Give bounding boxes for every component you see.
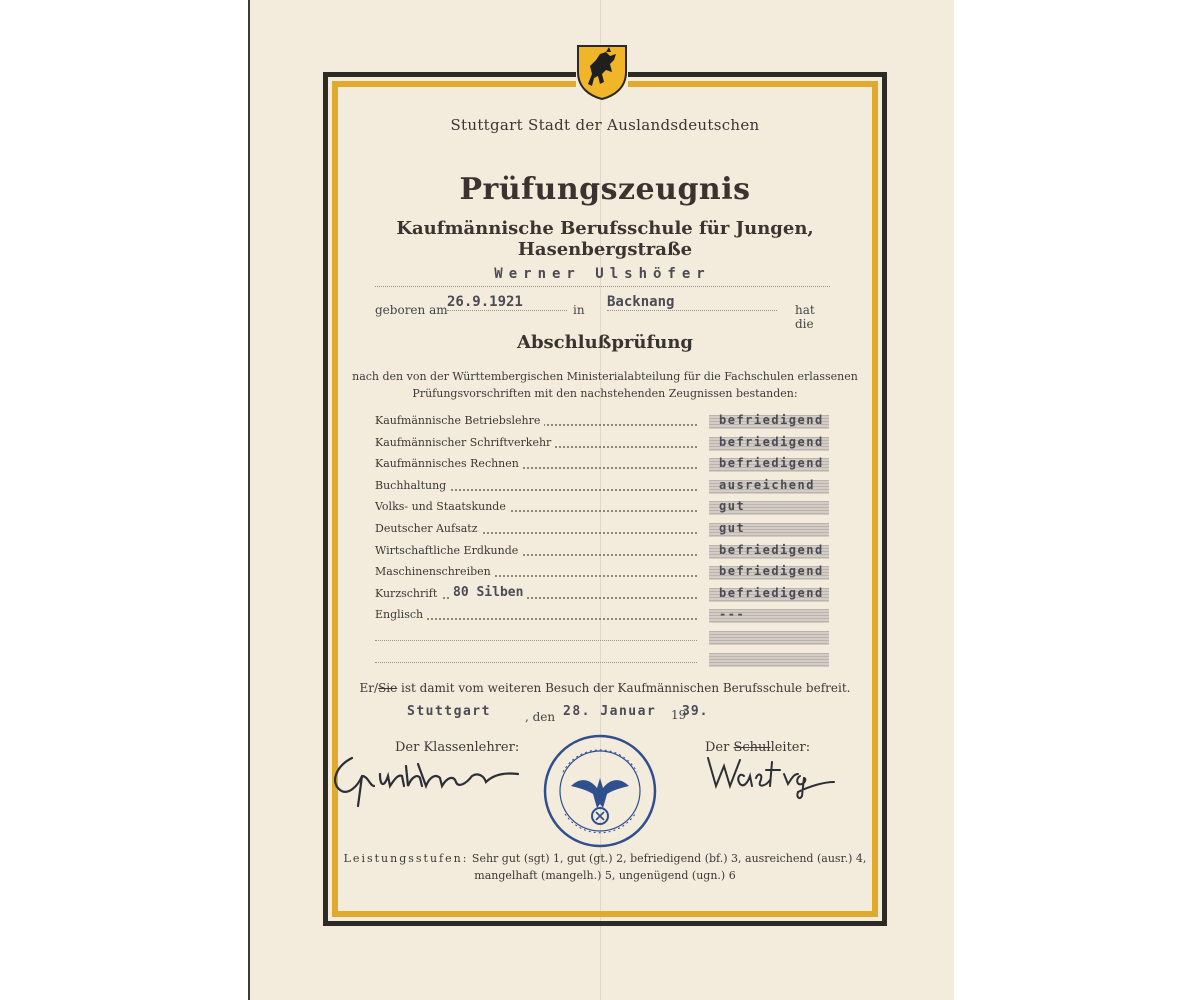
release-text: ist damit vom weiteren Besuch der Kaufmännischen Berufsschule befreit.	[397, 681, 851, 695]
head-label-rest: leiter:	[770, 740, 811, 755]
subject-name: Englisch	[375, 608, 427, 621]
legend-line-1	[323, 850, 887, 867]
legend-line-2: mangelhaft (mangelh.) 5, ungenügend (ugn.) 6	[474, 869, 736, 882]
grading-legend	[323, 850, 887, 884]
grade-value: befriedigend	[719, 585, 824, 600]
blank-line	[375, 640, 697, 641]
grade-row	[375, 606, 830, 628]
subject-name: Wirtschaftliche Erdkunde	[375, 544, 522, 557]
school-name: Kaufmännische Berufsschule für Jungen, Hasenbergstraße	[396, 218, 814, 260]
head-label-prefix: Der	[705, 740, 734, 755]
blank-line	[375, 662, 697, 663]
stuttgart-crest-icon	[576, 44, 628, 100]
place-date-row	[375, 704, 830, 728]
pronoun-she-struck: Sie	[378, 681, 398, 695]
subject-name: Kaufmännischer Schriftverkehr	[375, 436, 555, 449]
head-signature	[700, 752, 840, 806]
subject-name: Kurzschrift	[375, 587, 441, 600]
birth-row	[375, 294, 830, 331]
in-label: in	[573, 303, 585, 317]
intro-line-1: nach den von der Württembergischen Ministerialabteilung für die Fachschulen erlassenen	[352, 370, 858, 383]
grade-row	[375, 412, 830, 434]
grade-value: befriedigend	[719, 434, 824, 449]
right-margin	[954, 0, 1200, 1000]
pronoun-he: Er/	[359, 681, 379, 695]
birth-place: Backnang	[607, 294, 777, 311]
birth-date: 26.9.1921	[447, 294, 567, 311]
grade-row	[375, 585, 830, 607]
grade-row	[375, 542, 830, 564]
grade-value: befriedigend	[719, 542, 824, 557]
grade-row	[375, 477, 830, 499]
has-label: hat die	[795, 303, 815, 331]
grade-value: ausreichend	[719, 477, 815, 492]
born-label: geboren am	[375, 303, 448, 317]
grade-value: gut	[719, 499, 746, 514]
issue-year: 39.	[682, 704, 709, 719]
grade-field	[709, 653, 829, 667]
subject-name: Volks- und Staatskunde	[375, 500, 510, 513]
blank-grade-row	[375, 650, 830, 672]
year-prefix: 19	[671, 708, 687, 722]
exam-title: Abschlußprüfung	[517, 332, 693, 353]
grade-value: gut	[719, 520, 746, 535]
legend-text-1: Sehr gut (sgt) 1, gut (gt.) 2, befriedigend (bf.) 3, ausreichend (ausr.) 4,	[468, 852, 867, 865]
issue-date: 28. Januar	[563, 704, 657, 719]
grade-value: befriedigend	[719, 413, 824, 427]
subject-name: Kaufmännisches Rechnen	[375, 457, 523, 470]
subject-name: Maschinenschreiben	[375, 565, 495, 578]
legend-header: Leistungsstufen:	[343, 852, 469, 865]
head-label-struck: Schul	[733, 740, 771, 755]
teacher-signature	[322, 746, 532, 814]
grade-row	[375, 498, 830, 520]
teacher-label: Der Klassenlehrer:	[395, 740, 520, 755]
left-margin	[0, 0, 248, 1000]
intro-text	[323, 368, 887, 402]
official-stamp	[541, 732, 659, 850]
subject-name: Deutscher Aufsatz	[375, 522, 482, 535]
grade-row	[375, 434, 830, 456]
grade-field	[709, 631, 829, 645]
subject-detail: 80 Silben	[449, 585, 527, 600]
grade-row	[375, 455, 830, 477]
blank-grade-row	[375, 628, 830, 650]
subject-name: Kaufmännische Betriebslehre	[375, 414, 544, 427]
subject-name: Buchhaltung	[375, 479, 450, 492]
grade-value: befriedigend	[719, 564, 824, 579]
grade-row	[375, 563, 830, 585]
grade-row	[375, 520, 830, 542]
den-label: , den	[525, 710, 556, 724]
grade-value: ---	[719, 607, 746, 622]
issue-place: Stuttgart	[407, 704, 491, 719]
grade-value: befriedigend	[719, 456, 824, 471]
release-statement	[323, 681, 887, 695]
city-line: Stuttgart Stadt der Auslandsdeutschen	[450, 116, 760, 134]
grades-table	[375, 412, 830, 671]
certificate-title: Prüfungszeugnis	[459, 172, 751, 207]
student-name: Werner Ulshöfer	[375, 266, 830, 287]
intro-line-2: Prüfungsvorschriften mit den nachstehenden Zeugnissen bestanden:	[412, 387, 798, 400]
